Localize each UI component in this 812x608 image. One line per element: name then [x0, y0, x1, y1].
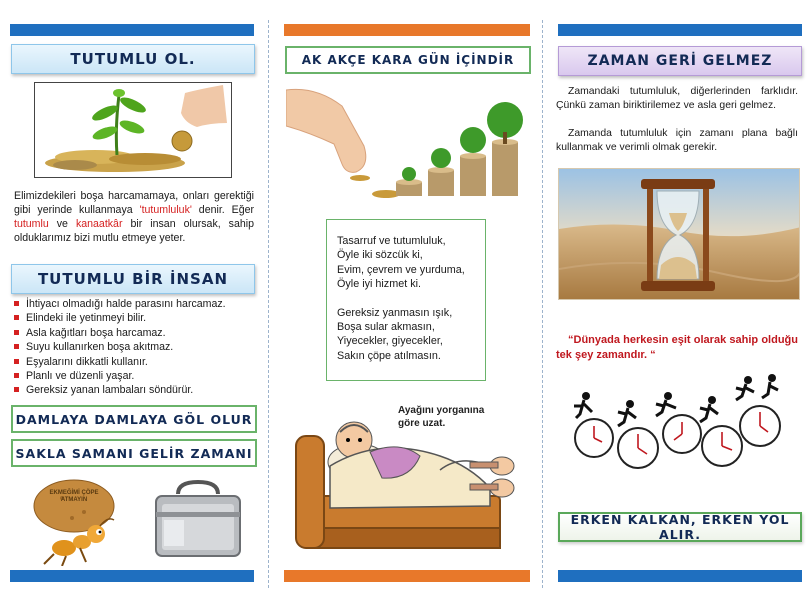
list-item: Suyu kullanırken boşa akıtmaz.: [14, 340, 256, 354]
poem-line: Boşa sular akmasın,: [337, 321, 435, 334]
bed-caption-line2: göre uzat.: [398, 418, 446, 429]
traits-list: [14, 297, 256, 398]
hand-coin-stacks-image: [286, 86, 528, 202]
right-paragraph-2: Zamanda tutumluluk için zamanı plana bağlı kullanmak ve verimli olmak gerekir.: [556, 128, 798, 153]
left-subtitle: TUTUMLU BİR İNSAN: [11, 264, 255, 294]
ant-sack-text: EKMEĞİMİ ÇÖPE ATMAYIN: [49, 490, 99, 503]
intro-keyword-kanaatkar: kanaatkâr: [75, 218, 123, 230]
poem-line: Öyle iki sözcük ki,: [337, 249, 423, 262]
left-intro-paragraph: [14, 189, 254, 245]
intro-text-4: bir insan olursak, sahip olduklarımız bizi mutlu etmeye yeter.: [14, 218, 255, 244]
top-bar-middle: [284, 24, 530, 36]
poem-line: Evim, çevrem ve yurduma,: [337, 263, 465, 276]
list-item: İhtiyacı olmadığı halde parasını harcamaz.: [14, 297, 256, 311]
bottom-bar-right: [558, 570, 802, 582]
poem-stanza-gap: [337, 292, 477, 306]
lunchbox-image: [150, 478, 246, 560]
poem-line: Yiyecekler, giyecekler,: [337, 335, 443, 348]
ant-with-bread-image: [24, 476, 124, 566]
intro-text-1: Elimizdekileri boşa harcamamaya, onları gerektiği gibi yerinde kullanmaya: [14, 190, 254, 216]
proverb-box-2: SAKLA SAMANI GELİR ZAMANI: [11, 439, 257, 467]
bed-cartoon-image: [290, 396, 528, 558]
poem-line: Öyle iyi hizmet ki.: [337, 278, 421, 291]
coins-plant-image: [34, 82, 232, 178]
list-item: Eşyalarını dikkatli kullanır.: [14, 355, 256, 369]
right-footer-proverb: ERKEN KALKAN, ERKEN YOL ALIR.: [558, 512, 802, 542]
list-item: Gereksiz yanan lambaları söndürür.: [14, 383, 256, 397]
list-item: Elindeki ile yetinmeyi bilir.: [14, 311, 256, 325]
poem-line: Tasarruf ve tutumluluk,: [337, 235, 446, 247]
top-bar-right: [558, 24, 802, 36]
right-paragraph-1: Zamandaki tutumluluk, diğerlerinden farklıdır. Çünkü zaman biriktirilemez ve asla geri gelmez.: [556, 86, 798, 111]
top-bar-left: [10, 24, 254, 36]
poem-box: [326, 219, 486, 381]
poem-line: Gereksiz yanmasın ışık,: [337, 306, 453, 319]
bed-caption: [398, 404, 484, 430]
bottom-bar-left: [10, 570, 254, 582]
intro-keyword-tutumluluk: 'tutumluluk': [139, 204, 192, 216]
poem-line: Sakın çöpe atılmasın.: [337, 349, 441, 362]
intro-keyword-tutumlu: tutumlu: [14, 218, 49, 230]
bottom-bar-middle: [284, 570, 530, 582]
intro-text-2: denir. Eğer: [191, 204, 255, 216]
left-title: TUTUMLU OL.: [11, 44, 255, 74]
hourglass-desert-image: [558, 168, 800, 300]
time-quote: “Dünyada herkesin eşit olarak sahip olduğu tek şey zamandır. “: [556, 334, 798, 361]
right-title: ZAMAN GERİ GELMEZ: [558, 46, 802, 76]
running-clocks-image: [572, 370, 788, 486]
fold-line-1: [268, 20, 269, 588]
fold-line-2: [542, 20, 543, 588]
middle-title: AK AKÇE KARA GÜN İÇİNDİR: [285, 46, 531, 74]
proverb-box-1: DAMLAYA DAMLAYA GÖL OLUR: [11, 405, 257, 433]
list-item: Planlı ve düzenli yaşar.: [14, 369, 256, 383]
intro-text-3: ve: [48, 218, 76, 230]
bed-caption-line1: Ayağını yorganına: [398, 405, 485, 416]
list-item: Asla kağıtları boşa harcamaz.: [14, 326, 256, 340]
